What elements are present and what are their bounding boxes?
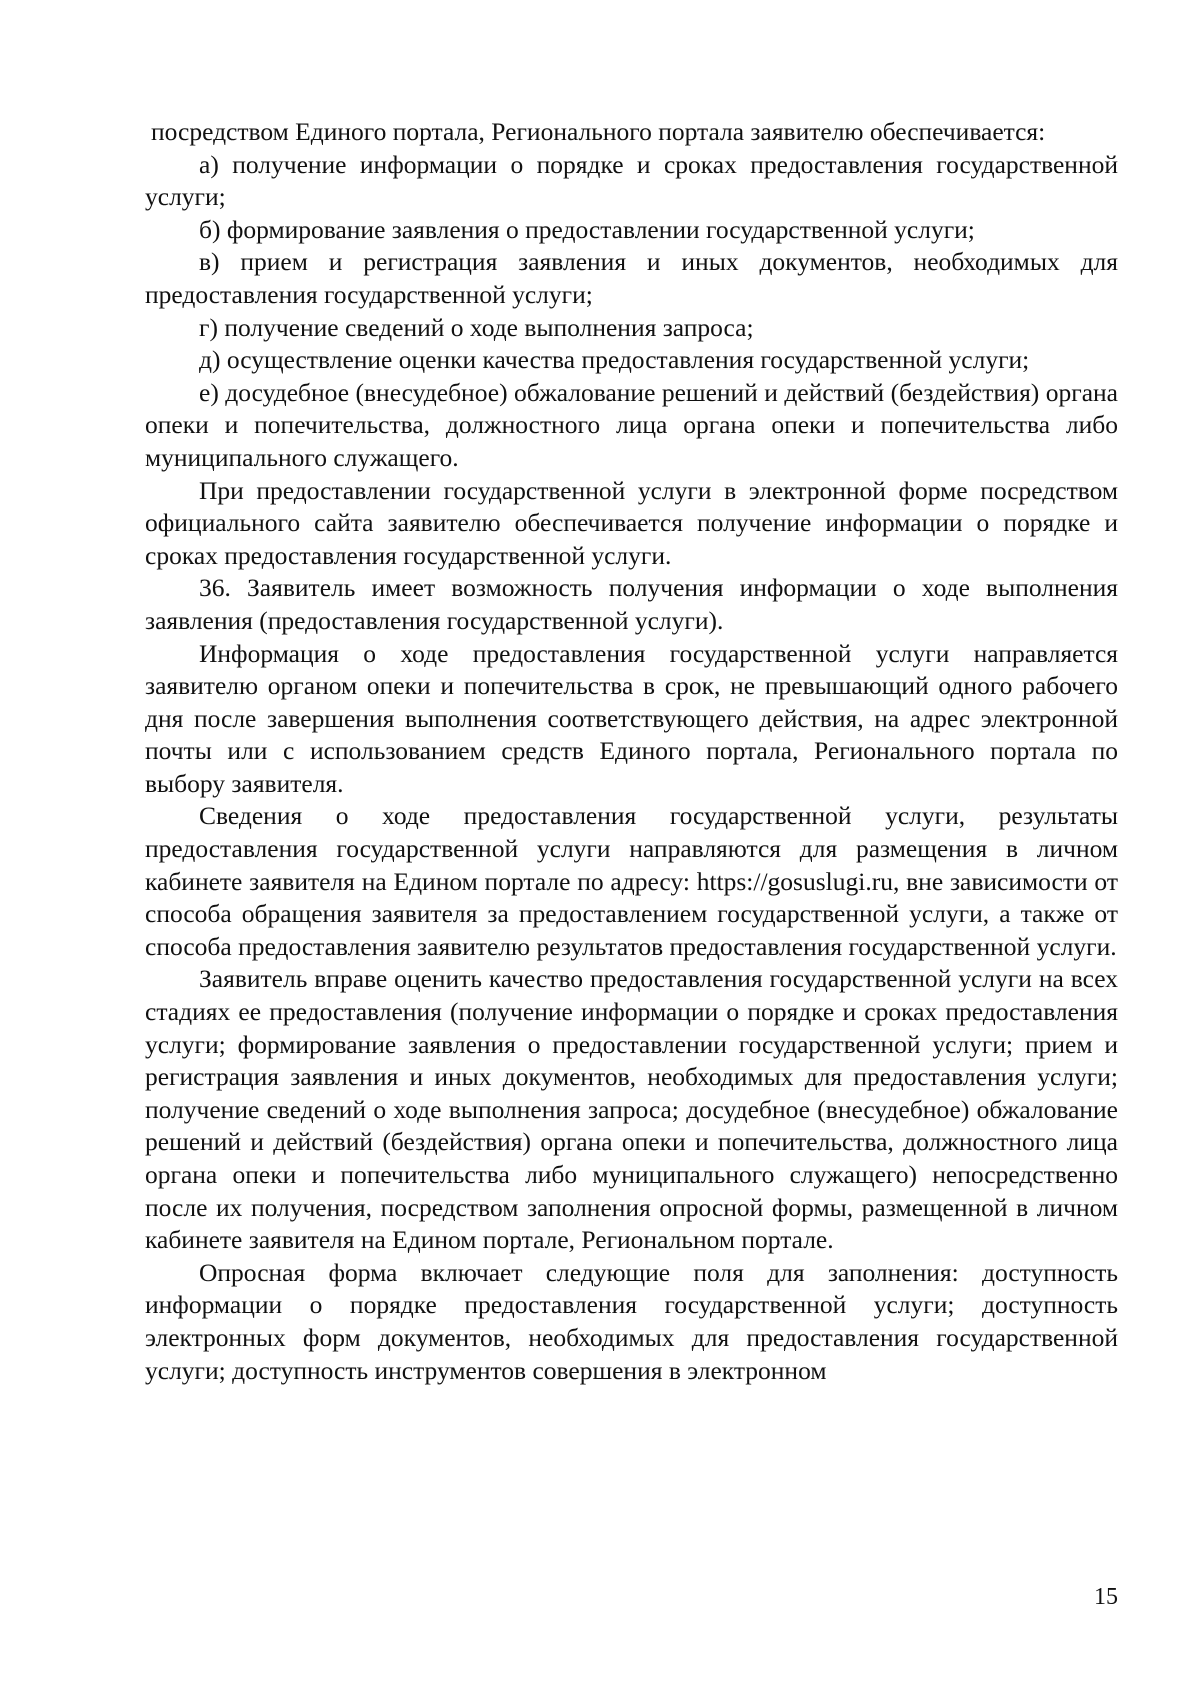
list-item-g: г) получение сведений о ходе выполнения запроса; bbox=[199, 312, 754, 342]
paragraph-quality-assessment: Заявитель вправе оценить качество предоставления государственной услуги на всех стадиях ее предоставления (получение информации о порядке и сроках предоставления услуги; формирование заявления о предоставлении государственной услуги; прием и регистрация заявления и иных документов, необходимых для предоставления услуги; получение сведений о ходе выполнения запроса; досудебное (внесудебное) обжалование решений и действий (бездействия) органа опеки и попечительства, должностного лица органа опеки и попечительства либо муниципального служащего) непосредственно после их получения, посредством заполнения опросной формы, размещенной в личном кабинете заявителя на Едином портале, Региональном портале. bbox=[145, 964, 1118, 1255]
list-item-b: б) формирование заявления о предоставлении государственной услуги; bbox=[199, 214, 975, 244]
document-body bbox=[145, 116, 1118, 1387]
paragraph-survey-form: Опросная форма включает следующие поля для заполнения: доступность информации о порядке предоставления государственной услуги; доступность электронных форм документов, необходимых для предоставления государственной услуги; доступность инструментов совершения в электронном bbox=[145, 1257, 1118, 1385]
paragraph-results-info: Сведения о ходе предоставления государственной услуги, результаты предоставления государственной услуги направляются для размещения в личном кабинете заявителя на Едином портале по адресу: https://gosuslugi.ru, вне зависимости от способа обращения заявителя за предоставлением государственной услуги, а также от способа предоставления заявителю результатов предоставления государственной услуги. bbox=[145, 801, 1118, 961]
paragraph-36: 36. Заявитель имеет возможность получения информации о ходе выполнения заявления (предоставления государственной услуги). bbox=[145, 573, 1118, 635]
list-item-d: д) осуществление оценки качества предоставления государственной услуги; bbox=[199, 345, 1030, 375]
list-item-e: е) досудебное (внесудебное) обжалование решений и действий (бездействия) органа опеки и попечительства, должностного лица органа опеки и попечительства либо муниципального служащего. bbox=[145, 377, 1118, 472]
list-item-a: а) получение информации о порядке и сроках предоставления государственной услуги; bbox=[145, 149, 1118, 212]
list-item-v: в) прием и регистрация заявления и иных документов, необходимых для предоставления государственной услуги; bbox=[145, 247, 1118, 309]
paragraph-progress-info: Информация о ходе предоставления государственной услуги направляется заявителю органом опеки и попечительства в срок, не превышающий одного рабочего дня после завершения выполнения соответствующего действия, на адрес электронной почты или с использованием средств Единого портала, Регионального портала по выбору заявителя. bbox=[145, 638, 1118, 798]
paragraph-official-site: При предоставлении государственной услуги в электронной форме посредством официального сайта заявителю обеспечивается получение информации о порядке и сроках предоставления государственной услуги. bbox=[145, 475, 1118, 570]
page-number: 15 bbox=[1094, 1584, 1118, 1610]
paragraph-portal-intro: посредством Единого портала, Регионального портала заявителю обеспечивается: bbox=[151, 117, 1046, 146]
